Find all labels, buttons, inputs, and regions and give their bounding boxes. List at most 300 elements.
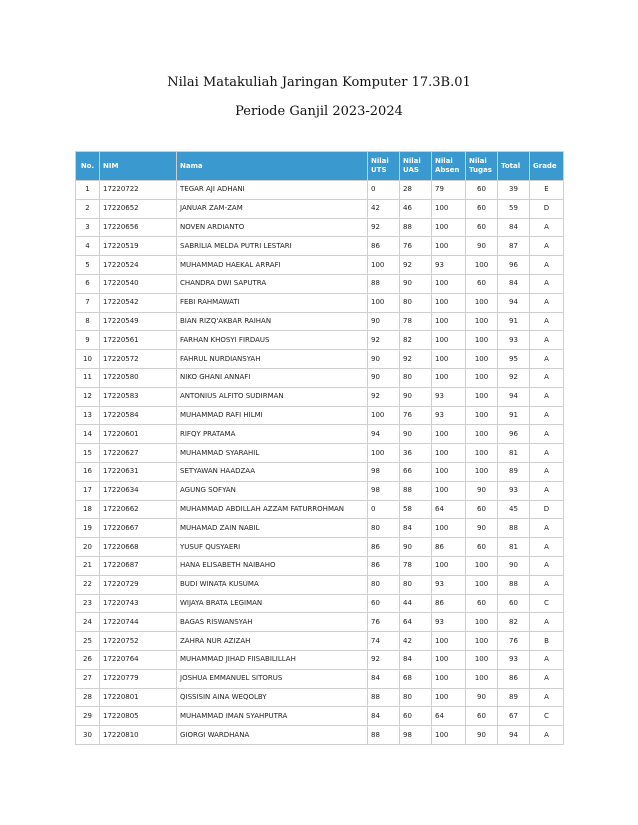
cell-name: QISSISIN AINA WEQOLBY [177, 688, 368, 707]
cell-tugas: 100 [466, 462, 498, 481]
cell-uts: 0 [368, 181, 400, 200]
cell-nim: 17220601 [100, 425, 177, 444]
cell-uas: 90 [400, 387, 432, 406]
table-row [76, 350, 564, 369]
table-row [76, 218, 564, 237]
cell-uts: 60 [368, 594, 400, 613]
cell-absen: 100 [432, 444, 466, 463]
cell-nim: 17220779 [100, 669, 177, 688]
cell-no: 30 [76, 726, 100, 745]
cell-nim: 17220687 [100, 556, 177, 575]
cell-no: 10 [76, 350, 100, 369]
table-row [76, 650, 564, 669]
cell-tugas: 100 [466, 293, 498, 312]
cell-no: 5 [76, 256, 100, 275]
cell-nim: 17220656 [100, 218, 177, 237]
cell-name: BUDI WINATA KUSUMA [177, 575, 368, 594]
cell-total: 76 [498, 632, 530, 651]
cell-grade: A [530, 368, 564, 387]
cell-tugas: 100 [466, 368, 498, 387]
grades-table [75, 151, 564, 745]
cell-tugas: 90 [466, 688, 498, 707]
header-uts [368, 152, 400, 181]
cell-no: 6 [76, 274, 100, 293]
cell-name: MUHAMMAD ABDILLAH AZZAM FATURROHMAN [177, 500, 368, 519]
cell-no: 2 [76, 199, 100, 218]
cell-uas: 92 [400, 350, 432, 369]
cell-absen: 100 [432, 481, 466, 500]
cell-nim: 17220662 [100, 500, 177, 519]
cell-absen: 100 [432, 368, 466, 387]
cell-total: 92 [498, 368, 530, 387]
cell-name: WIJAYA BRATA LEGIMAN [177, 594, 368, 613]
cell-tugas: 60 [466, 538, 498, 557]
cell-absen: 100 [432, 274, 466, 293]
cell-grade: A [530, 575, 564, 594]
cell-tugas: 100 [466, 556, 498, 575]
cell-tugas: 60 [466, 274, 498, 293]
cell-uas: 80 [400, 688, 432, 707]
cell-name: MUHAMMAD IMAN SYAHPUTRA [177, 707, 368, 726]
cell-total: 39 [498, 181, 530, 200]
table-row [76, 519, 564, 538]
header-uas [400, 152, 432, 181]
cell-nim: 17220743 [100, 594, 177, 613]
cell-total: 93 [498, 650, 530, 669]
cell-uts: 80 [368, 575, 400, 594]
cell-nim: 17220524 [100, 256, 177, 275]
document-subtitle: Periode Ganjil 2023-2024 [235, 104, 403, 119]
cell-grade: C [530, 707, 564, 726]
cell-nim: 17220542 [100, 293, 177, 312]
cell-uas: 42 [400, 632, 432, 651]
cell-total: 88 [498, 575, 530, 594]
cell-name: GIORGI WARDHANA [177, 726, 368, 745]
cell-total: 96 [498, 425, 530, 444]
cell-no: 18 [76, 500, 100, 519]
table-row [76, 538, 564, 557]
cell-no: 4 [76, 237, 100, 256]
table-row [76, 556, 564, 575]
cell-total: 91 [498, 312, 530, 331]
cell-nim: 17220519 [100, 237, 177, 256]
cell-uts: 88 [368, 726, 400, 745]
table-row [76, 632, 564, 651]
cell-name: JOSHUA EMMANUEL SITORUS [177, 669, 368, 688]
table-header [76, 152, 564, 181]
cell-absen: 100 [432, 237, 466, 256]
cell-uts: 0 [368, 500, 400, 519]
cell-uas: 60 [400, 707, 432, 726]
cell-no: 13 [76, 406, 100, 425]
cell-tugas: 90 [466, 237, 498, 256]
cell-total: 90 [498, 556, 530, 575]
table-row [76, 575, 564, 594]
cell-grade: A [530, 256, 564, 275]
cell-uts: 86 [368, 237, 400, 256]
cell-name: SABRILIA MELDA PUTRI LESTARI [177, 237, 368, 256]
cell-total: 67 [498, 707, 530, 726]
table-row [76, 481, 564, 500]
cell-grade: A [530, 331, 564, 350]
cell-tugas: 60 [466, 500, 498, 519]
cell-absen: 100 [432, 556, 466, 575]
cell-total: 94 [498, 293, 530, 312]
cell-grade: C [530, 594, 564, 613]
cell-total: 84 [498, 218, 530, 237]
cell-uts: 92 [368, 218, 400, 237]
cell-nim: 17220583 [100, 387, 177, 406]
cell-name: NIKO GHANI ANNAFI [177, 368, 368, 387]
header-nama: Nama [177, 152, 368, 181]
cell-grade: E [530, 181, 564, 200]
cell-tugas: 90 [466, 519, 498, 538]
cell-absen: 100 [432, 331, 466, 350]
cell-name: SETYAWAN HAADZAA [177, 462, 368, 481]
cell-name: FAHRUL NURDIANSYAH [177, 350, 368, 369]
cell-no: 23 [76, 594, 100, 613]
cell-name: MUHAMMAD JIHAD FIISABILILLAH [177, 650, 368, 669]
cell-name: TEGAR AJI ADHANI [177, 181, 368, 200]
header-uas-line2: UAS [403, 166, 419, 174]
cell-grade: A [530, 519, 564, 538]
cell-no: 8 [76, 312, 100, 331]
cell-name: NOVEN ARDIANTO [177, 218, 368, 237]
cell-uas: 76 [400, 406, 432, 425]
cell-nim: 17220810 [100, 726, 177, 745]
cell-nim: 17220668 [100, 538, 177, 557]
cell-uas: 76 [400, 237, 432, 256]
cell-total: 82 [498, 613, 530, 632]
cell-grade: A [530, 726, 564, 745]
cell-name: ZAHRA NUR AZIZAH [177, 632, 368, 651]
cell-total: 87 [498, 237, 530, 256]
cell-tugas: 100 [466, 350, 498, 369]
cell-absen: 100 [432, 688, 466, 707]
cell-uas: 90 [400, 425, 432, 444]
cell-no: 16 [76, 462, 100, 481]
cell-total: 45 [498, 500, 530, 519]
table-row [76, 669, 564, 688]
cell-absen: 100 [432, 199, 466, 218]
header-tugas-line2: Tugas [469, 166, 492, 174]
cell-name: BIAN RIZQ'AKBAR RAIHAN [177, 312, 368, 331]
cell-total: 91 [498, 406, 530, 425]
cell-uas: 80 [400, 368, 432, 387]
cell-grade: A [530, 387, 564, 406]
cell-uas: 36 [400, 444, 432, 463]
cell-nim: 17220580 [100, 368, 177, 387]
cell-grade: A [530, 613, 564, 632]
cell-total: 95 [498, 350, 530, 369]
cell-uts: 92 [368, 331, 400, 350]
cell-total: 89 [498, 462, 530, 481]
cell-name: FARHAN KHOSYI FIRDAUS [177, 331, 368, 350]
cell-total: 94 [498, 387, 530, 406]
cell-grade: D [530, 500, 564, 519]
header-nim: NIM [100, 152, 177, 181]
header-grade: Grade [530, 152, 564, 181]
cell-no: 26 [76, 650, 100, 669]
cell-tugas: 100 [466, 425, 498, 444]
cell-tugas: 100 [466, 331, 498, 350]
cell-total: 93 [498, 331, 530, 350]
cell-nim: 17220652 [100, 199, 177, 218]
cell-uas: 90 [400, 274, 432, 293]
cell-uts: 90 [368, 312, 400, 331]
cell-uts: 86 [368, 556, 400, 575]
table-row [76, 594, 564, 613]
table-row [76, 613, 564, 632]
cell-absen: 86 [432, 594, 466, 613]
cell-nim: 17220634 [100, 481, 177, 500]
cell-uas: 80 [400, 575, 432, 594]
table-row [76, 406, 564, 425]
cell-tugas: 100 [466, 312, 498, 331]
cell-total: 96 [498, 256, 530, 275]
table-row [76, 181, 564, 200]
cell-grade: A [530, 669, 564, 688]
table-row [76, 462, 564, 481]
cell-name: RIFQY PRATAMA [177, 425, 368, 444]
table-row [76, 425, 564, 444]
cell-total: 59 [498, 199, 530, 218]
cell-grade: A [530, 481, 564, 500]
cell-tugas: 100 [466, 669, 498, 688]
cell-name: BAGAS RISWANSYAH [177, 613, 368, 632]
cell-uts: 100 [368, 444, 400, 463]
cell-absen: 86 [432, 538, 466, 557]
cell-uts: 74 [368, 632, 400, 651]
cell-uas: 88 [400, 481, 432, 500]
cell-tugas: 60 [466, 199, 498, 218]
header-absen-line2: Absen [435, 166, 460, 174]
cell-uas: 78 [400, 556, 432, 575]
cell-grade: A [530, 218, 564, 237]
cell-absen: 64 [432, 500, 466, 519]
cell-absen: 100 [432, 218, 466, 237]
table-row [76, 293, 564, 312]
cell-absen: 100 [432, 293, 466, 312]
cell-absen: 100 [432, 519, 466, 538]
header-tugas [466, 152, 498, 181]
cell-total: 86 [498, 669, 530, 688]
cell-uts: 76 [368, 613, 400, 632]
cell-grade: A [530, 688, 564, 707]
cell-name: JANUAR ZAM-ZAM [177, 199, 368, 218]
cell-name: MUHAMMAD RAFI HILMI [177, 406, 368, 425]
table-row [76, 444, 564, 463]
header-tugas-line1: Nilai [469, 157, 487, 165]
cell-tugas: 100 [466, 613, 498, 632]
cell-nim: 17220722 [100, 181, 177, 200]
cell-uas: 28 [400, 181, 432, 200]
cell-absen: 93 [432, 575, 466, 594]
cell-grade: A [530, 556, 564, 575]
cell-tugas: 100 [466, 575, 498, 594]
table-row [76, 500, 564, 519]
cell-no: 21 [76, 556, 100, 575]
cell-tugas: 100 [466, 632, 498, 651]
cell-no: 25 [76, 632, 100, 651]
cell-no: 11 [76, 368, 100, 387]
cell-tugas: 60 [466, 218, 498, 237]
table-body [76, 181, 564, 745]
cell-total: 60 [498, 594, 530, 613]
cell-total: 88 [498, 519, 530, 538]
cell-absen: 100 [432, 669, 466, 688]
table-row [76, 368, 564, 387]
cell-uts: 98 [368, 462, 400, 481]
document-title: Nilai Matakuliah Jaringan Komputer 17.3B.01 [167, 75, 471, 90]
cell-grade: A [530, 274, 564, 293]
cell-no: 12 [76, 387, 100, 406]
cell-uts: 94 [368, 425, 400, 444]
cell-name: ANTONIUS ALFITO SUDIRMAN [177, 387, 368, 406]
cell-absen: 64 [432, 707, 466, 726]
cell-uts: 100 [368, 293, 400, 312]
cell-nim: 17220631 [100, 462, 177, 481]
cell-grade: A [530, 312, 564, 331]
cell-grade: A [530, 237, 564, 256]
header-uas-line1: Nilai [403, 157, 421, 165]
cell-grade: A [530, 350, 564, 369]
cell-absen: 93 [432, 406, 466, 425]
cell-no: 19 [76, 519, 100, 538]
cell-uas: 78 [400, 312, 432, 331]
cell-tugas: 60 [466, 594, 498, 613]
table-row [76, 237, 564, 256]
cell-nim: 17220764 [100, 650, 177, 669]
cell-uts: 86 [368, 538, 400, 557]
cell-tugas: 100 [466, 387, 498, 406]
cell-no: 24 [76, 613, 100, 632]
cell-name: HANA ELISABETH NAIBAHO [177, 556, 368, 575]
cell-uas: 92 [400, 256, 432, 275]
cell-uas: 88 [400, 218, 432, 237]
cell-uts: 80 [368, 519, 400, 538]
cell-tugas: 90 [466, 726, 498, 745]
cell-absen: 100 [432, 650, 466, 669]
cell-uas: 84 [400, 519, 432, 538]
table-row [76, 688, 564, 707]
table-row [76, 707, 564, 726]
cell-name: MUHAMAD ZAIN NABIL [177, 519, 368, 538]
table-row [76, 726, 564, 745]
cell-no: 27 [76, 669, 100, 688]
cell-nim: 17220744 [100, 613, 177, 632]
cell-nim: 17220549 [100, 312, 177, 331]
cell-absen: 100 [432, 632, 466, 651]
cell-absen: 100 [432, 425, 466, 444]
cell-uas: 84 [400, 650, 432, 669]
cell-grade: A [530, 425, 564, 444]
cell-absen: 100 [432, 350, 466, 369]
table-row [76, 312, 564, 331]
cell-uas: 66 [400, 462, 432, 481]
cell-grade: A [530, 444, 564, 463]
table-row [76, 387, 564, 406]
table-row [76, 199, 564, 218]
cell-total: 94 [498, 726, 530, 745]
cell-nim: 17220729 [100, 575, 177, 594]
header-uts-line2: UTS [371, 166, 387, 174]
cell-grade: A [530, 462, 564, 481]
cell-grade: A [530, 406, 564, 425]
cell-nim: 17220801 [100, 688, 177, 707]
table-row [76, 331, 564, 350]
cell-total: 89 [498, 688, 530, 707]
cell-total: 93 [498, 481, 530, 500]
cell-absen: 93 [432, 613, 466, 632]
cell-uts: 100 [368, 406, 400, 425]
cell-no: 14 [76, 425, 100, 444]
cell-uas: 46 [400, 199, 432, 218]
cell-nim: 17220667 [100, 519, 177, 538]
header-uts-line1: Nilai [371, 157, 389, 165]
cell-tugas: 90 [466, 481, 498, 500]
cell-uts: 92 [368, 650, 400, 669]
cell-total: 81 [498, 444, 530, 463]
table-row [76, 274, 564, 293]
cell-uas: 90 [400, 538, 432, 557]
cell-nim: 17220540 [100, 274, 177, 293]
cell-tugas: 60 [466, 181, 498, 200]
cell-total: 81 [498, 538, 530, 557]
cell-no: 7 [76, 293, 100, 312]
cell-no: 28 [76, 688, 100, 707]
header-total: Total [498, 152, 530, 181]
cell-no: 9 [76, 331, 100, 350]
table-row [76, 256, 564, 275]
cell-name: YUSUF QUSYAERI [177, 538, 368, 557]
cell-name: MUHAMMAD HAEKAL ARRAFI [177, 256, 368, 275]
cell-no: 20 [76, 538, 100, 557]
cell-nim: 17220584 [100, 406, 177, 425]
cell-uas: 44 [400, 594, 432, 613]
cell-grade: A [530, 650, 564, 669]
cell-no: 1 [76, 181, 100, 200]
cell-name: AGUNG SOFYAN [177, 481, 368, 500]
cell-absen: 100 [432, 312, 466, 331]
cell-absen: 93 [432, 256, 466, 275]
cell-uas: 82 [400, 331, 432, 350]
cell-grade: D [530, 199, 564, 218]
cell-uts: 88 [368, 688, 400, 707]
cell-absen: 93 [432, 387, 466, 406]
cell-nim: 17220627 [100, 444, 177, 463]
cell-uts: 90 [368, 368, 400, 387]
cell-grade: B [530, 632, 564, 651]
cell-no: 29 [76, 707, 100, 726]
cell-uas: 68 [400, 669, 432, 688]
cell-name: CHANDRA DWI SAPUTRA [177, 274, 368, 293]
cell-name: MUHAMMAD SYARAHIL [177, 444, 368, 463]
cell-nim: 17220805 [100, 707, 177, 726]
cell-tugas: 100 [466, 406, 498, 425]
cell-uts: 90 [368, 350, 400, 369]
cell-tugas: 100 [466, 444, 498, 463]
cell-tugas: 100 [466, 650, 498, 669]
cell-nim: 17220561 [100, 331, 177, 350]
cell-tugas: 100 [466, 256, 498, 275]
header-no: No. [76, 152, 100, 181]
cell-nim: 17220752 [100, 632, 177, 651]
cell-grade: A [530, 538, 564, 557]
cell-uts: 84 [368, 707, 400, 726]
cell-uts: 42 [368, 199, 400, 218]
cell-uts: 98 [368, 481, 400, 500]
